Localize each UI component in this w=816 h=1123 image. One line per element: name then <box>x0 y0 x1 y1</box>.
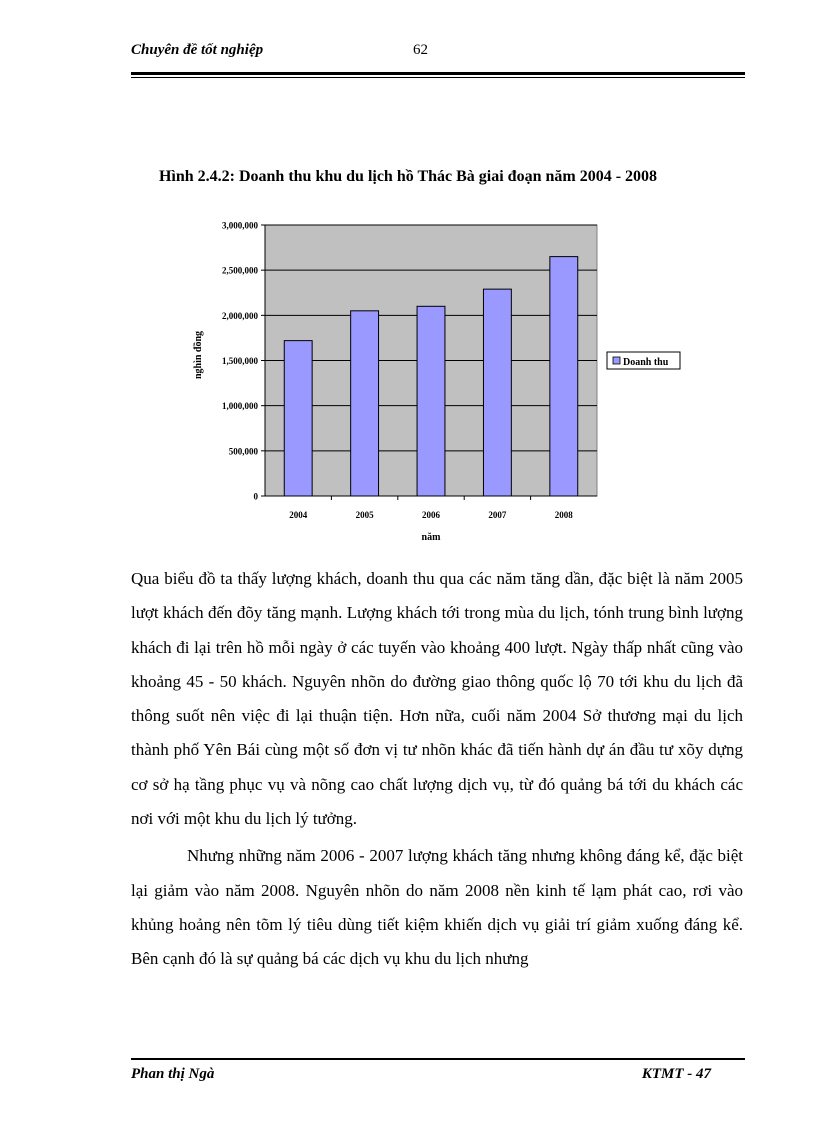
page-number: 62 <box>413 42 428 58</box>
page-header <box>131 42 745 62</box>
x-tick-label: 2008 <box>554 510 573 520</box>
footer-author: Phan thị Ngà <box>131 1066 215 1082</box>
x-tick-label: 2006 <box>422 510 440 520</box>
y-tick-label: 3,000,000 <box>222 220 258 231</box>
figure-caption: Hình 2.4.2: Doanh thu khu du lịch hồ Thác Bà giai đoạn năm 2004 - 2008 <box>158 168 658 185</box>
header-rule-thick <box>131 72 745 75</box>
x-tick-label: 2004 <box>289 510 308 520</box>
footer-rule <box>131 1058 745 1060</box>
header-title: Chuyên đề tốt nghiệp <box>131 42 264 58</box>
legend <box>607 352 680 369</box>
x-tick-label: 2007 <box>488 510 507 520</box>
y-tick-label: 1,000,000 <box>222 401 258 412</box>
header-rule-thin <box>131 77 745 78</box>
x-axis-label: năm <box>421 532 441 543</box>
bar-2005 <box>351 311 379 496</box>
paragraph-2: Nhưng những năm 2006 - 2007 lượng khách tăng nhưng không đáng kể, đặc biệt lại giảm vào năm 2008. Nguyên nhõn do năm 2008 nền kinh tế lạm phát cao, rơi vào khủng hoảng nên tõm lý tiêu dùng tiết kiệm khiến dịch vụ giải trí giảm xuống đáng kể. Bên cạnh đó là sự quảng bá các dịch vụ khu du lịch nhưng <box>131 846 743 969</box>
y-tick-label: 1,500,000 <box>222 356 258 366</box>
paragraph-1: Qua biểu đồ ta thấy lượng khách, doanh thu qua các năm tăng dần, đặc biệt là năm 2005 lượt khách đến đõy tăng mạnh. Lượng khách tới trong mùa du lịch, tónh trung bình lượng khách đi lại trên hồ mỗi ngày ở các tuyến vào khoảng 400 lượt. Ngày thấp nhất cũng vào khoảng 45 - 50 khách. Nguyên nhõn do đường giao thông quốc lộ 70 tới khu du lịch đã thông suốt nên việc đi lại thuận tiện. Hơn nữa, cuối năm 2004 Sở thương mại du lịch thành phố Yên Bái cùng một số đơn vị tư nhõn khác đã tiến hành dự án đầu tư xõy dựng cơ sở hạ tầng phục vụ và nõng cao chất lượng dịch vụ, từ đó quảng bá tới du khách các nơi với một khu du lịch lý tưởng. <box>131 569 743 829</box>
y-axis-label: nghìn đồng <box>193 330 204 380</box>
body-text <box>131 562 743 977</box>
page-footer <box>131 1066 711 1086</box>
footer-class-code: KTMT - 47 <box>641 1066 711 1082</box>
y-tick-label: 2,000,000 <box>222 310 258 321</box>
y-tick-label: 500,000 <box>228 446 258 457</box>
bar-2004 <box>284 341 312 496</box>
bar-2008 <box>550 257 578 496</box>
x-tick-label: 2005 <box>355 510 374 520</box>
revenue-chart <box>185 210 705 545</box>
legend-label: Doanh thu <box>623 357 669 368</box>
legend-swatch <box>613 357 620 364</box>
bar-2006 <box>417 306 445 496</box>
bar-2007 <box>483 289 511 496</box>
y-tick-label: 0 <box>253 491 258 502</box>
y-tick-label: 2,500,000 <box>222 265 258 276</box>
